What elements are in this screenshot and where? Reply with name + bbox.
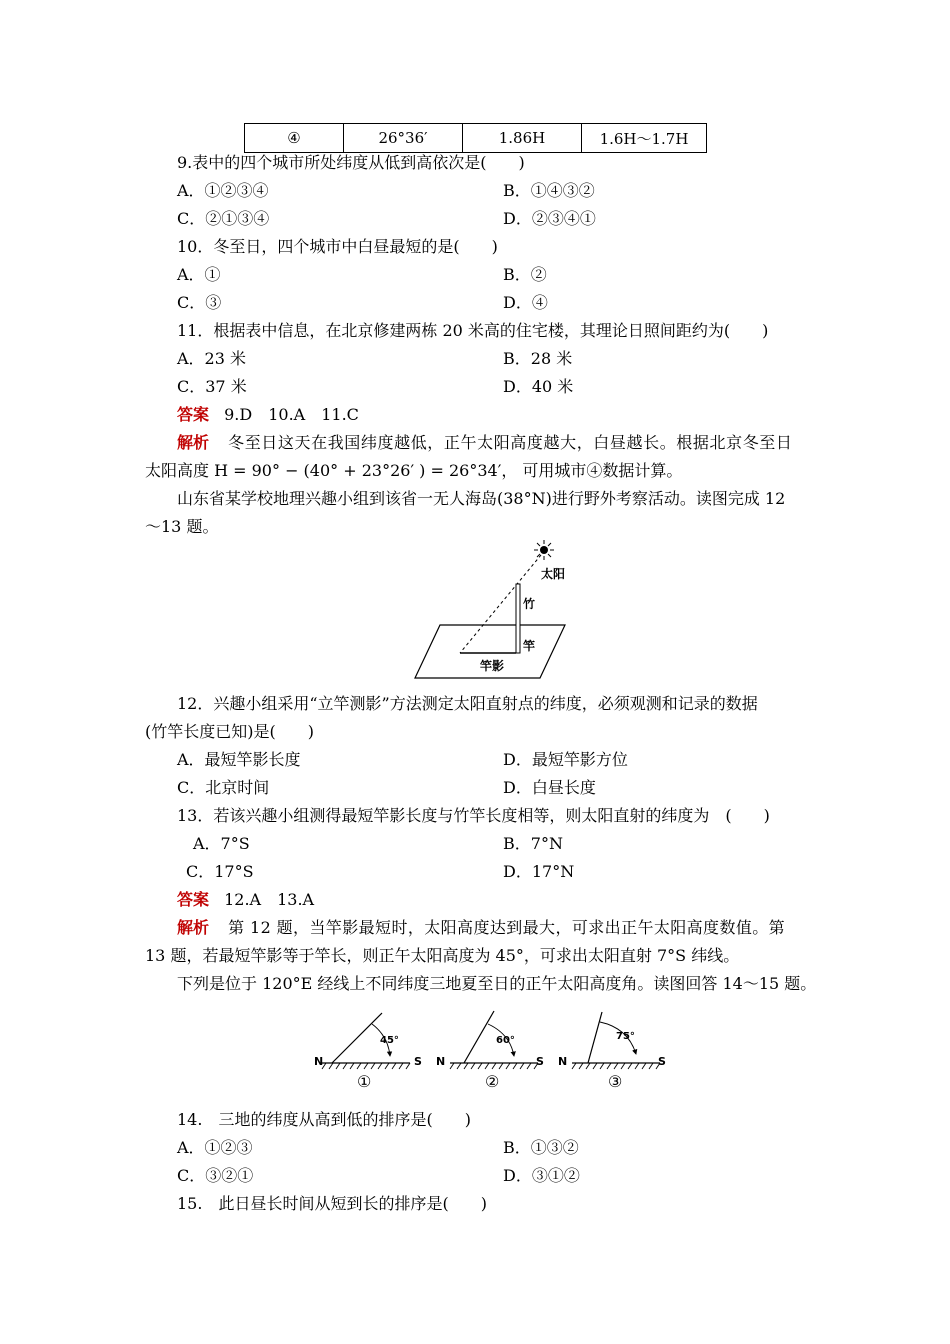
answer-text: 9.D 10.A 11.C bbox=[224, 405, 359, 424]
answer-label: 答案 bbox=[177, 405, 210, 424]
pole-label: 竿 bbox=[523, 639, 536, 653]
sun-icon bbox=[534, 540, 554, 560]
sun-label: 太阳 bbox=[541, 567, 566, 581]
explanation-text: 冬至日这天在我国纬度越低，正午太阳高度越大，白昼越长。根据北京冬至日 bbox=[228, 433, 793, 452]
diagram-2 bbox=[450, 1011, 538, 1069]
intro-text: 下列是位于 120°E 经线上不同纬度三地夏至日的正午太阳高度角。读图回答 14～15 题。 bbox=[177, 974, 817, 993]
diagram-label: ③ bbox=[608, 1072, 623, 1091]
option-13b: B．7°N bbox=[503, 834, 563, 853]
option-11b: B．28 米 bbox=[503, 349, 573, 368]
south-label: S bbox=[658, 1055, 666, 1068]
south-label: S bbox=[536, 1055, 544, 1068]
question-13-stem: 13．若该兴趣小组测得最短竿影长度与竹竿长度相等，则太阳直射的纬度为 ( ) bbox=[177, 806, 770, 825]
option-13c: C．17°S bbox=[186, 862, 254, 881]
option-9a: A．①②③④ bbox=[177, 181, 269, 200]
intro-text: 山东省某学校地理兴趣小组到该省一无人海岛(38°N)进行野外考察活动。读图完成 12 bbox=[177, 489, 786, 508]
option-10d: D．④ bbox=[503, 293, 548, 312]
explanation-block-2 bbox=[177, 918, 785, 938]
angle-label: 45° bbox=[380, 1035, 399, 1046]
table-row bbox=[245, 124, 707, 153]
table-cell: 1.86H bbox=[463, 124, 582, 153]
diagram-label: ① bbox=[357, 1072, 372, 1091]
explanation-text-line2: 13 题，若最短竿影等于竿长，则正午太阳高度为 45°，可求出太阳直射 7°S 纬线。 bbox=[145, 946, 740, 965]
option-12c: C．北京时间 bbox=[177, 778, 270, 797]
option-10a: A．① bbox=[177, 265, 221, 284]
option-10c: C．③ bbox=[177, 293, 222, 312]
option-9b: B．①④③② bbox=[503, 181, 595, 200]
option-12a: A．最短竿影长度 bbox=[177, 750, 301, 769]
explanation-text-line2: 太阳高度 H = 90° − (40° + 23°26′ ) = 26°34′， 可用城市④数据计算。 bbox=[145, 461, 683, 480]
angle-label: 60° bbox=[496, 1035, 515, 1046]
question-15-stem: 15. 此日昼长时间从短到长的排序是( ) bbox=[177, 1194, 487, 1213]
option-12d-first: D．最短竿影方位 bbox=[503, 750, 628, 769]
south-label: S bbox=[414, 1055, 422, 1068]
answer-text: 12.A 13.A bbox=[224, 890, 315, 909]
option-14b: B．①③② bbox=[503, 1138, 579, 1157]
table-cell: ④ bbox=[245, 124, 344, 153]
explanation-block-1 bbox=[177, 433, 793, 453]
option-11c: C．37 米 bbox=[177, 377, 247, 396]
north-label: N bbox=[314, 1055, 324, 1068]
sun-ray bbox=[464, 1011, 494, 1063]
explanation-label: 解析 bbox=[177, 433, 210, 452]
answer-block-1 bbox=[177, 405, 359, 425]
answer-label: 答案 bbox=[177, 890, 210, 909]
option-9d: D．②③④① bbox=[503, 209, 596, 228]
option-13d: D．17°N bbox=[503, 862, 575, 881]
option-14d: D．③①② bbox=[503, 1166, 580, 1185]
option-14c: C．③②① bbox=[177, 1166, 254, 1185]
option-11d: D．40 米 bbox=[503, 377, 574, 396]
bamboo-label: 竹 bbox=[523, 597, 536, 611]
sun-ray bbox=[588, 1012, 602, 1063]
sun-ray bbox=[332, 1013, 382, 1063]
answer-block-2 bbox=[177, 890, 314, 910]
option-10b: B．② bbox=[503, 265, 547, 284]
angle-label: 75° bbox=[616, 1031, 635, 1042]
question-12-stem: 12．兴趣小组采用“立竿测影”方法测定太阳直射点的纬度，必须观测和记录的数据 bbox=[177, 694, 758, 713]
option-11a: A．23 米 bbox=[177, 349, 247, 368]
question-12-stem-line2: (竹竿长度已知)是( ) bbox=[145, 722, 314, 741]
question-14-stem: 14. 三地的纬度从高到低的排序是( ) bbox=[177, 1110, 471, 1129]
question-11-stem: 11．根据表中信息，在北京修建两栋 20 米高的住宅楼，其理论日照间距约为( ) bbox=[177, 321, 769, 340]
table-cell: 26°36′ bbox=[344, 124, 463, 153]
bamboo-pole bbox=[516, 584, 520, 653]
north-label: N bbox=[436, 1055, 446, 1068]
explanation-text: 第 12 题，当竿影最短时，太阳高度达到最大，可求出正午太阳高度数值。第 bbox=[228, 918, 786, 937]
option-9c: C．②①③④ bbox=[177, 209, 270, 228]
option-13a: A．7°S bbox=[193, 834, 250, 853]
data-table bbox=[244, 123, 707, 153]
north-label: N bbox=[558, 1055, 568, 1068]
option-14a: A．①②③ bbox=[177, 1138, 253, 1157]
question-9-stem: 9.表中的四个城市所处纬度从低到高依次是( ) bbox=[177, 153, 525, 172]
explanation-label: 解析 bbox=[177, 918, 210, 937]
intro-text-line2: ～13 题。 bbox=[145, 517, 219, 536]
option-12d: D．白昼长度 bbox=[503, 778, 596, 797]
diagram-label: ② bbox=[485, 1072, 500, 1091]
table-cell: 1.6H～1.7H bbox=[582, 124, 707, 153]
question-10-stem: 10．冬至日，四个城市中白昼最短的是( ) bbox=[177, 237, 498, 256]
shadow-label: 竿影 bbox=[480, 659, 505, 673]
